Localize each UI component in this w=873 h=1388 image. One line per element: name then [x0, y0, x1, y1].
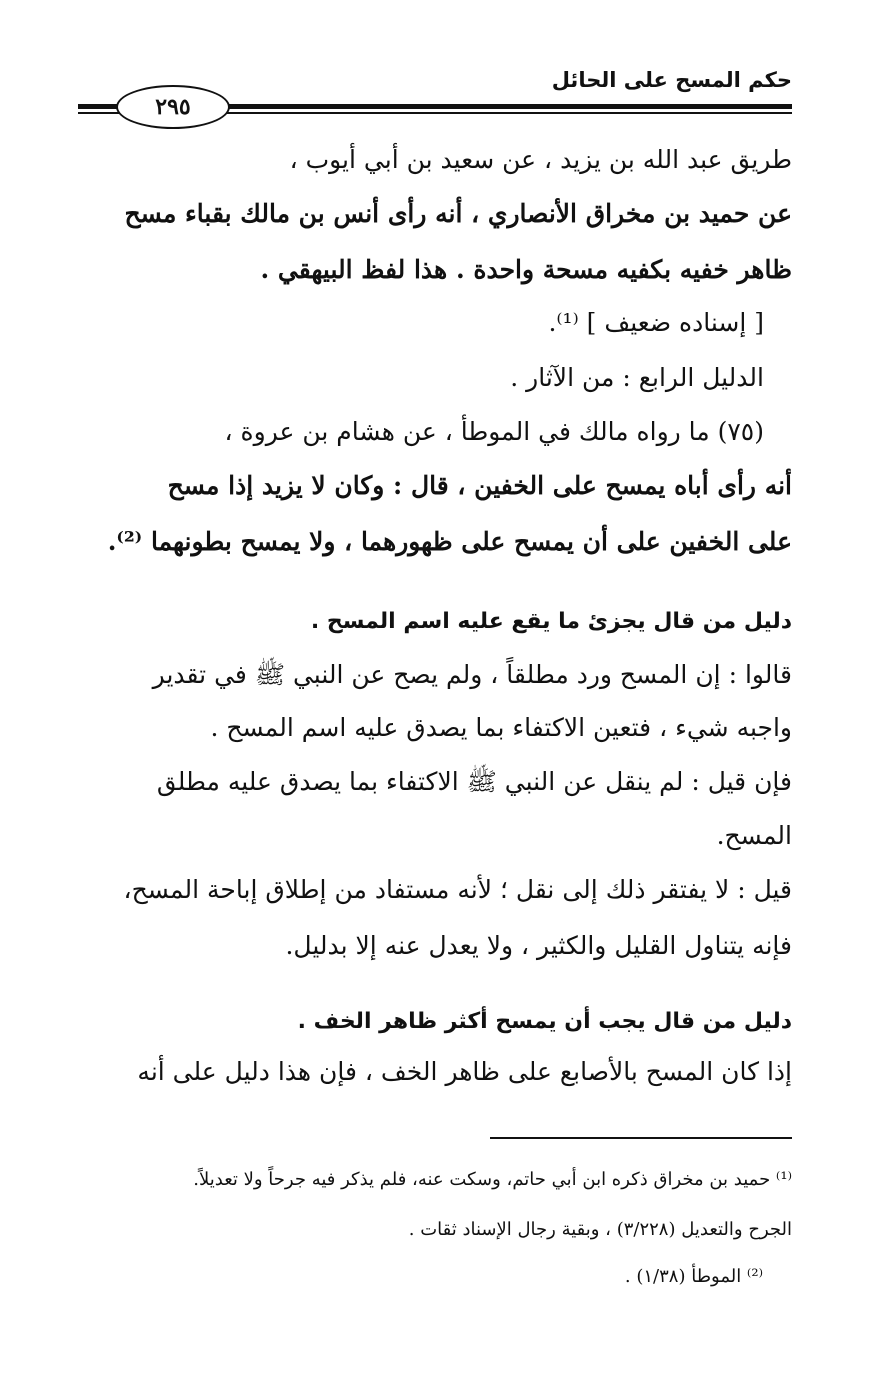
section-heading: دليل من قال يجزئ ما يقع عليه اسم المسح .	[310, 609, 792, 634]
text-line: ظاهر خفيه بكفيه مسحة واحدة . هذا لفظ البيهقي .	[260, 255, 792, 284]
text-line: واجبه شيء ، فتعين الاكتفاء بما يصدق عليه اسم المسح .	[210, 713, 792, 742]
footnote: ⁽²⁾ الموطأ (١/٣٨) .	[624, 1266, 763, 1287]
text-line: طريق عبد الله بن يزيد ، عن سعيد بن أبي أيوب ،	[289, 145, 792, 174]
text-line: قيل : لا يفتقر ذلك إلى نقل ؛ لأنه مستفاد من إطلاق إباحة المسح،	[123, 875, 792, 904]
page-header	[78, 68, 792, 128]
text-line: فإن قيل : لم ينقل عن النبي ﷺ الاكتفاء بما يصدق عليه مطلق	[156, 767, 792, 796]
footnote: الجرح والتعديل (٣/٢٢٨) ، وبقية رجال الإسناد ثقات .	[408, 1219, 792, 1240]
footnote: ⁽¹⁾ حميد بن مخراق ذكره ابن أبي حاتم، وسكت عنه، فلم يذكر فيه جرحاً ولا تعديلاً.	[193, 1169, 792, 1190]
text-line: عن حميد بن مخراق الأنصاري ، أنه رأى أنس بن مالك بقباء مسح	[124, 199, 792, 228]
text-line: (٧٥) ما رواه مالك في الموطأ ، عن هشام بن عروة ،	[224, 417, 764, 446]
section-heading: دليل من قال يجب أن يمسح أكثر ظاهر الخف .	[297, 1009, 792, 1034]
text-line: على الخفين على أن يمسح على ظهورهما ، ولا يمسح بطونهما ⁽²⁾.	[107, 527, 792, 556]
footnote-separator	[490, 1137, 792, 1139]
text-line: فإنه يتناول القليل والكثير ، ولا يعدل عنه إلا بدليل.	[285, 931, 792, 960]
section-label: الدليل الرابع : من الآثار .	[510, 363, 764, 392]
text-line: قالوا : إن المسح ورد مطلقاً ، ولم يصح عن النبي ﷺ في تقدير	[152, 660, 792, 689]
page-number: ٢٩٥	[116, 85, 230, 129]
running-title: حكم المسح على الحائل	[551, 68, 792, 92]
text-line: المسح.	[716, 821, 792, 850]
text-line: أنه رأى أباه يمسح على الخفين ، قال : وكان لا يزيد إذا مسح	[167, 471, 792, 500]
text-line: [ إسناده ضعيف ] ⁽¹⁾.	[548, 308, 764, 337]
text-line: إذا كان المسح بالأصابع على ظاهر الخف ، فإن هذا دليل على أنه	[137, 1057, 792, 1086]
